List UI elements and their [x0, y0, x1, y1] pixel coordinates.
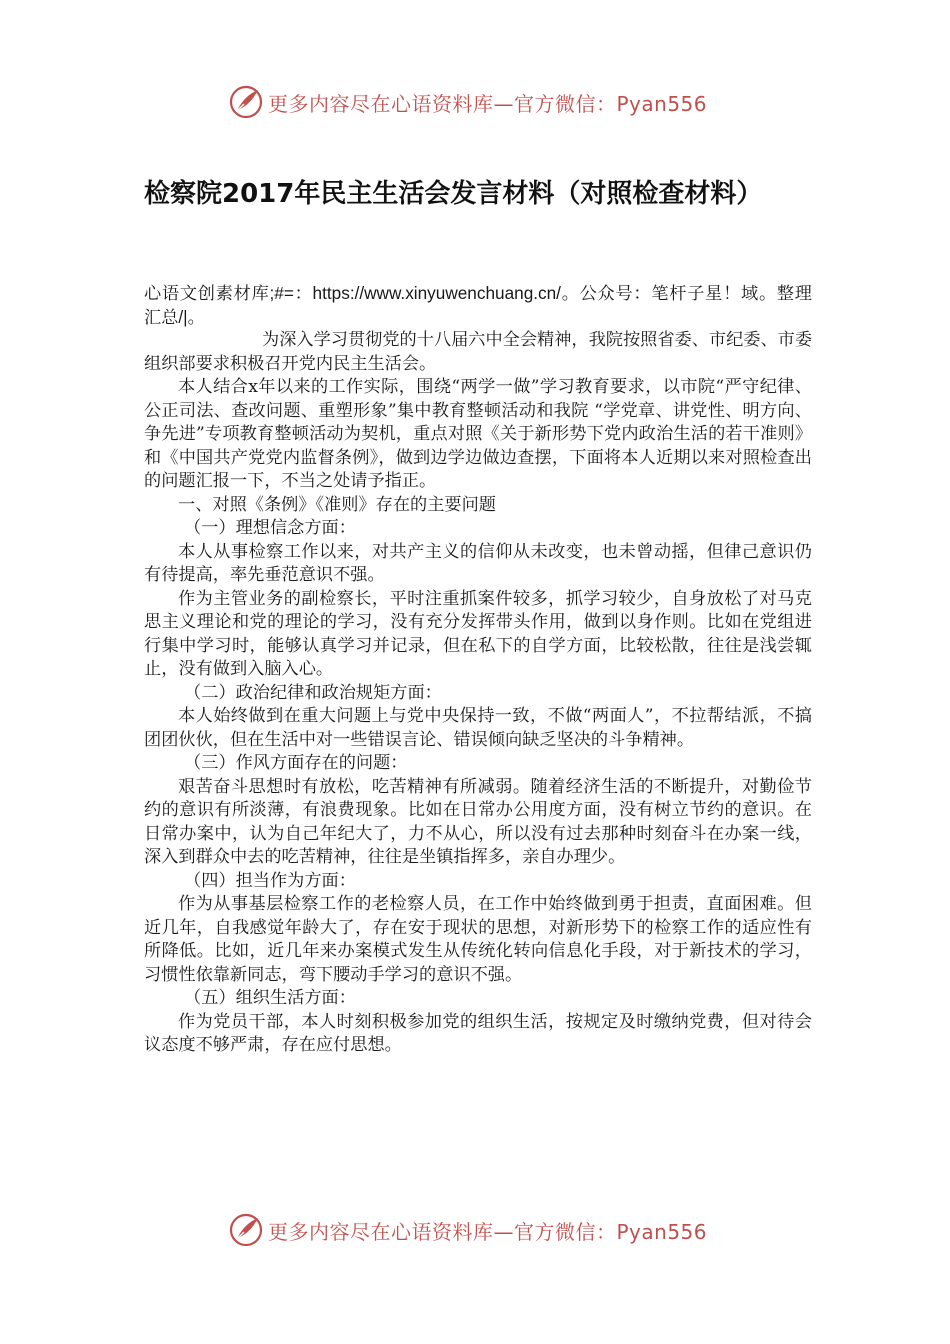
subsection-heading: （一）理想信念方面：	[184, 518, 356, 538]
quill-logo-icon	[228, 1212, 264, 1248]
footer-watermark-banner	[228, 1210, 748, 1250]
paragraph: 为深入学习贯彻党的十八届六中全会精神，我院按照省委、市纪委、市委组织部要求积极召开党内民主生活会。	[144, 330, 813, 374]
document-body	[144, 282, 812, 1058]
subsection-heading: （三）作风方面存在的问题：	[184, 753, 408, 773]
paragraph: 本人结合x年以来的工作实际，围绕“两学一做”学习教育要求，以市院“严守纪律、公正司法、查改问题、重塑形象”集中教育整顿活动和我院 “学党章、讲党性、明方向、争先进”专项教育整顿活动为契机，重点对照《关于新形势下党内政治生活的若干准则》和《中国共产党党内监督条例》，做到边学边做边查摆，下面将本人近期以来对照检查出的问题汇报一下，不当之处请予指正。	[144, 377, 812, 491]
source-note: 心语文创素材库;#=：https://www.xinyuwenchuang.cn/。公众号：笔杆子星！域。整理汇总/|。	[144, 283, 812, 327]
paragraph: 本人从事检察工作以来，对共产主义的信仰从未改变，也未曾动摇，但律己意识仍有待提高，率先垂范意识不强。	[144, 541, 812, 585]
quill-logo-icon	[228, 84, 264, 120]
subsection-heading: （四）担当作为方面：	[184, 870, 356, 891]
paragraph: 作为党员干部，本人时刻积极参加党的组织生活，按规定及时缴纳党费，但对待会议态度不够严肃，存在应付思想。	[144, 1011, 812, 1055]
banner-text: 更多内容尽在心语资料库—官方微信：Pyan556	[268, 91, 708, 116]
document-title: 检察院2017年民主生活会发言材料（对照检查材料）	[144, 179, 763, 209]
section-heading: 一、对照《条例》《准则》存在的主要问题	[178, 494, 496, 515]
paragraph: 本人始终做到在重大问题上与党中央保持一致，不做“两面人”，不拉帮结派，不搞团团伙伙，但在生活中对一些错误言论、错误倾向缺乏坚决的斗争精神。	[144, 706, 812, 750]
header-watermark-banner	[228, 82, 748, 122]
paragraph: 作为从事基层检察工作的老检察人员，在工作中始终做到勇于担责，直面困难。但近几年，自我感觉年龄大了，存在安于现状的思想，对新形势下的检察工作的适应性有所降低。比如，近几年来办案模式发生从传统化转向信息化手段，对于新技术的学习，习惯性依靠新同志，弯下腰动手学习的意识不强。	[144, 894, 812, 985]
subsection-heading: （五）组织生活方面：	[184, 988, 356, 1008]
subsection-heading: （二）政治纪律和政治规矩方面：	[184, 682, 442, 703]
paragraph: 作为主管业务的副检察长，平时注重抓案件较多，抓学习较少，自身放松了对马克思主义理论和党的理论的学习，没有充分发挥带头作用，做到以身作则。比如在党组进行集中学习时，能够认真学习并记录，但在私下的自学方面，比较松散，往往是浅尝辄止，没有做到入脑入心。	[144, 588, 812, 679]
paragraph: 艰苦奋斗思想时有放松，吃苦精神有所减弱。随着经济生活的不断提升，对勤俭节约的意识有所淡薄，有浪费现象。比如在日常办公用度方面，没有树立节约的意识。在日常办案中，认为自己年纪大了，力不从心，所以没有过去那种时刻奋斗在办案一线，深入到群众中去的吃苦精神，往往是坐镇指挥多，亲自办理少。	[144, 776, 812, 867]
banner-text: 更多内容尽在心语资料库—官方微信：Pyan556	[268, 1219, 708, 1244]
